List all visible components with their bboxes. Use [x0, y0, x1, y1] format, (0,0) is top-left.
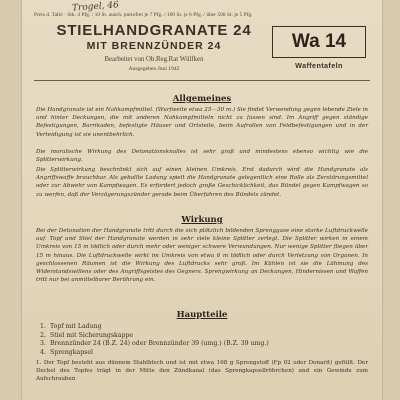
list-item: 2. Stiel mit Sicherungskappe — [40, 331, 134, 339]
price-line: Preis d. Tafel · Stk. 4 Pfg. / 10 St. ausch. portofrei je 7 Pfg. / 100 St. je 6 Pfg. / über 500 St. je 5 Pfg. — [34, 12, 253, 18]
document-sheet — [22, 0, 382, 400]
header-divider — [34, 80, 370, 81]
issue-date: Ausgegeben Juni 1942 — [128, 66, 180, 72]
heading-effect: Wirkung — [181, 215, 223, 225]
code-box: Wa 14 — [272, 26, 366, 58]
title-line-1: STIELHANDGRANATE 24 — [56, 22, 252, 39]
heading-general: Allgemeines — [172, 94, 232, 104]
general-paragraph-2: Die moralische Wirkung des Detonationsknalles ist sehr groß und mindestens ebenso wichtig wie die Splitterwirkung. — [36, 149, 368, 164]
list-item: 4. Sprengkapsel — [40, 348, 93, 356]
document-title — [38, 22, 270, 52]
list-item: 1. Topf mit Ladung — [40, 323, 102, 330]
general-paragraph-3: Die Splitterwirkung beschränkt sich auf einen kleinen Umkreis. Erst dadurch wird die Handgranate als Angriffswaffe brauchbar. Als geballte Ladung spielt die Handgranate gelegentlich eine Rolle als Zerstörungsmittel oder zur Abwehr von Kampfwagen. Es erfordert jedoch große Geschicklichkeit, das Bündel gegen Kampfwagen so zu werfen, daß der Verzögerungszünder gerade beim Überfahren des Bündels zündet. — [36, 167, 368, 198]
effect-paragraph: Bei der Detonation der Handgranate tritt durch die sich plötzlich bildenden Sprenggase eine starke Luftdruckwelle auf. Topf und Stiel der Handgranate werden in sehr viele kleine Splitter zerlegt. Die Splitter wirken in einem Umkreis von 15 m tödlich oder durch mehr oder weniger schwere Verwundungen. Nur wenige Splitter fliegen über 15 m hinaus. Die Luftdruckwelle wirkt im Umkreis von etwa 6 m tödlich oder durch Verletzung von Organen. In geschlossenen Räumen ist die Wirkung des Luftdrucks sehr groß. Im Kühlen ist sie die Lähmung des Widerstandswillens oder des Angriffsgeistes des Gegners. Sprengwirkung an Deckungen, Hindernissen und Waffen tritt nur bei unmittelbarer Berührung ein. — [36, 228, 368, 284]
parts-list — [40, 323, 370, 357]
heading-parts: Hauptteile — [176, 310, 228, 320]
handwritten-note: Trogel, 46 — [71, 0, 120, 14]
title-line-2: MIT BRENNZÜNDER 24 — [86, 40, 222, 52]
parts-description: 1. Der Topf besteht aus dünnem Stahlblech und ist mit etwa 168 g Sprengstoff (Fp 02 oder Donarit) gefüllt. Der Deckel des Topfes trägt in der Mitte den Zündkanal (das Sprengkapsellröhrchen) und ein Gewinde zum Aufschrauben — [36, 360, 368, 383]
general-paragraph-1: Die Handgranate ist ein Nahkampfmittel. (Wurfweite etwa 25—30 m.) Sie findet Verwendung gegen lebende Ziele in und hinter Deckungen, die mit anderen Nahkampfmitteln nicht zu fassen sind. Im Angriff gegen ständige Befestigungen, Barrikaden, befestigte Häuser und Ortsteile, beim Aufrollen von Feldbefestigungen und in der Verteidigung ist sie unentbehrlich. — [36, 107, 368, 138]
series-label: Waffentafeln — [295, 61, 343, 70]
author-line: Bearbeitet von Ob.Reg.Rat Wülfken — [104, 56, 204, 63]
list-item: 3. Brennzünder 24 (B.Z. 24) oder Brennzünder 39 (umg.) (B.Z. 39 umg.) — [40, 340, 269, 348]
